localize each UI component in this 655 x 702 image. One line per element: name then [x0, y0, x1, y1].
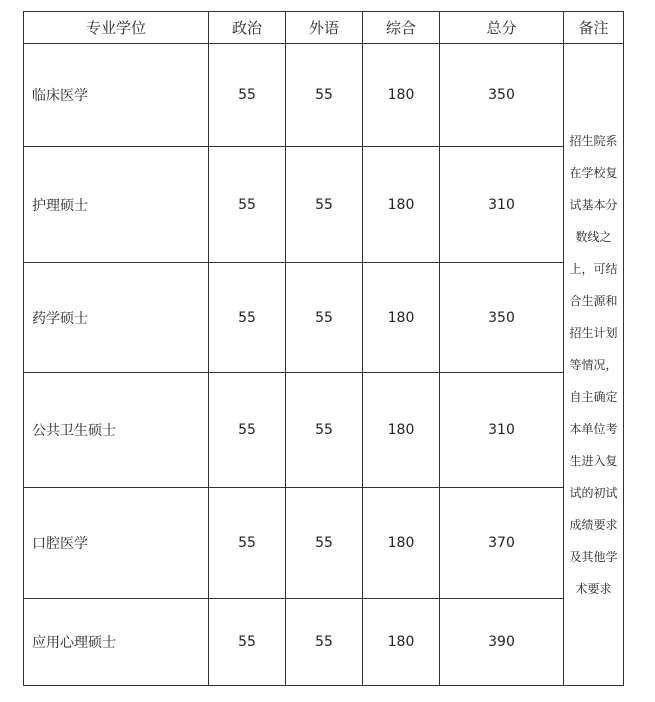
- table-row: [24, 488, 624, 599]
- total-cell: 390: [440, 599, 564, 686]
- header-note: 备注: [564, 12, 624, 44]
- major-cell: 护理硕士: [24, 147, 209, 263]
- table-row: [24, 599, 624, 686]
- major-cell: 口腔医学: [24, 488, 209, 599]
- comprehensive-cell: 180: [363, 147, 440, 263]
- comprehensive-cell: 180: [363, 263, 440, 373]
- header-major: 专业学位: [24, 12, 209, 44]
- language-cell: 55: [286, 373, 363, 488]
- header-language: 外语: [286, 12, 363, 44]
- comprehensive-cell: 180: [363, 488, 440, 599]
- language-cell: 55: [286, 263, 363, 373]
- politics-cell: 55: [209, 263, 286, 373]
- major-cell: 公共卫生硕士: [24, 373, 209, 488]
- table-row: [24, 147, 624, 263]
- total-cell: 370: [440, 488, 564, 599]
- language-cell: 55: [286, 44, 363, 147]
- language-cell: 55: [286, 147, 363, 263]
- major-cell: 应用心理硕士: [24, 599, 209, 686]
- header-row: [24, 12, 624, 44]
- score-table: [23, 11, 624, 686]
- header-politics: 政治: [209, 12, 286, 44]
- header-total: 总分: [440, 12, 564, 44]
- major-cell: 药学硕士: [24, 263, 209, 373]
- politics-cell: 55: [209, 147, 286, 263]
- note-cell: 招生院系在学校复试基本分数线之上，可结合生源和招生计划等情况，自主确定本单位考生进入复试的初试成绩要求及其他学术要求: [564, 44, 624, 686]
- total-cell: 310: [440, 147, 564, 263]
- language-cell: 55: [286, 488, 363, 599]
- comprehensive-cell: 180: [363, 373, 440, 488]
- table-row: [24, 373, 624, 488]
- politics-cell: 55: [209, 599, 286, 686]
- politics-cell: 55: [209, 44, 286, 147]
- comprehensive-cell: 180: [363, 44, 440, 147]
- major-cell: 临床医学: [24, 44, 209, 147]
- table-row: [24, 263, 624, 373]
- total-cell: 310: [440, 373, 564, 488]
- total-cell: 350: [440, 263, 564, 373]
- politics-cell: 55: [209, 488, 286, 599]
- total-cell: 350: [440, 44, 564, 147]
- table-row: [24, 44, 624, 147]
- politics-cell: 55: [209, 373, 286, 488]
- comprehensive-cell: 180: [363, 599, 440, 686]
- header-comprehensive: 综合: [363, 12, 440, 44]
- language-cell: 55: [286, 599, 363, 686]
